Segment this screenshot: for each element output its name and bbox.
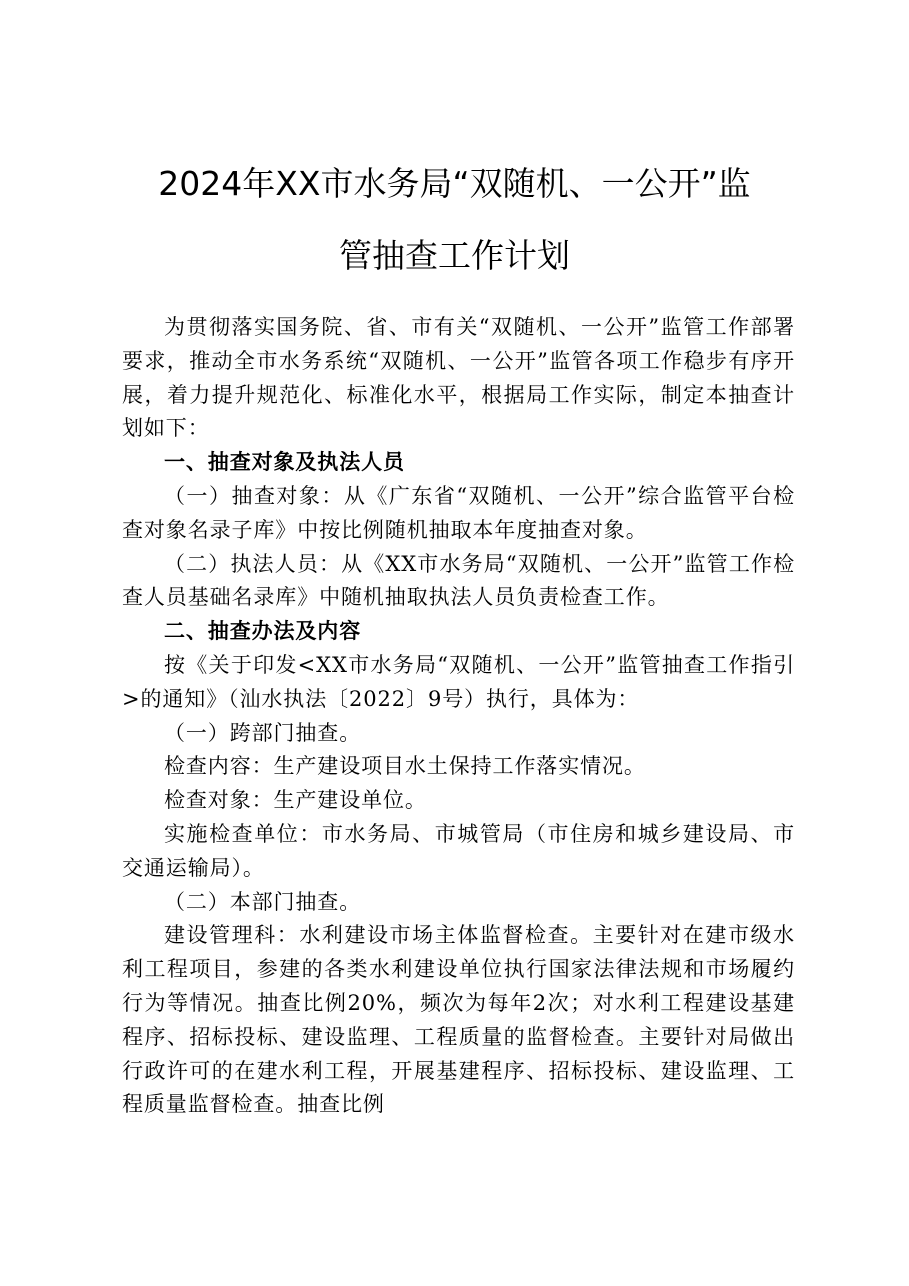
document-title bbox=[120, 148, 789, 292]
paragraph-construction-management: 建设管理科：水利建设市场主体监督检查。主要针对在建市级水利工程项目，参建的各类水利建设单位执行国家法律法规和市场履约行为等情况。抽查比例20%，频次为每年2次；对水利工程建设基建程序、招标投标、建设监理、工程质量的监督检查。主要针对局做出行政许可的在建水利工程，开展基建程序、招标投标、建设监理、工程质量监督检查。抽查比例 bbox=[122, 923, 795, 1117]
title-line-2: 管抽查工作计划 bbox=[339, 236, 570, 275]
subheading-own-department: （二）本部门抽查。 bbox=[164, 889, 362, 914]
title-line-1: 2024年XX市水务局“双随机、一公开”监 bbox=[158, 164, 751, 203]
paragraph-inspection-objects: （一）抽查对象：从《广东省“双随机、一公开”综合监管平台检查对象名录子库》中按比例随机抽取本年度抽查对象。 bbox=[122, 483, 795, 542]
paragraph-enforcement-staff: （二）执法人员：从《XX市水务局“双随机、一公开”监管工作检查人员基础名录库》中随机抽取执法人员负责检查工作。 bbox=[122, 551, 795, 610]
paragraph-method: 按《关于印发<XX市水务局“双随机、一公开”监管抽查工作指引>的通知》（汕水执法〔2022〕9号）执行，具体为： bbox=[122, 652, 795, 711]
section-heading-2: 二、抽查办法及内容 bbox=[164, 619, 362, 644]
paragraph-check-content: 检查内容：生产建设项目水土保持工作落实情况。 bbox=[164, 754, 646, 779]
section-heading-1: 一、抽查对象及执法人员 bbox=[164, 450, 405, 475]
document-body bbox=[122, 311, 795, 1122]
subheading-cross-department: （一）跨部门抽查。 bbox=[164, 720, 362, 745]
paragraph-check-target: 检查对象：生产建设单位。 bbox=[164, 788, 427, 813]
paragraph-implementing-units: 实施检查单位：市水务局、市城管局（市住房和城乡建设局、市交通运输局）。 bbox=[122, 821, 795, 880]
intro-paragraph: 为贯彻落实国务院、省、市有关“双随机、一公开”监管工作部署要求，推动全市水务系统“双随机、一公开”监管各项工作稳步有序开展，着力提升规范化、标准化水平，根据局工作实际，制定本抽查计划如下： bbox=[122, 315, 795, 441]
